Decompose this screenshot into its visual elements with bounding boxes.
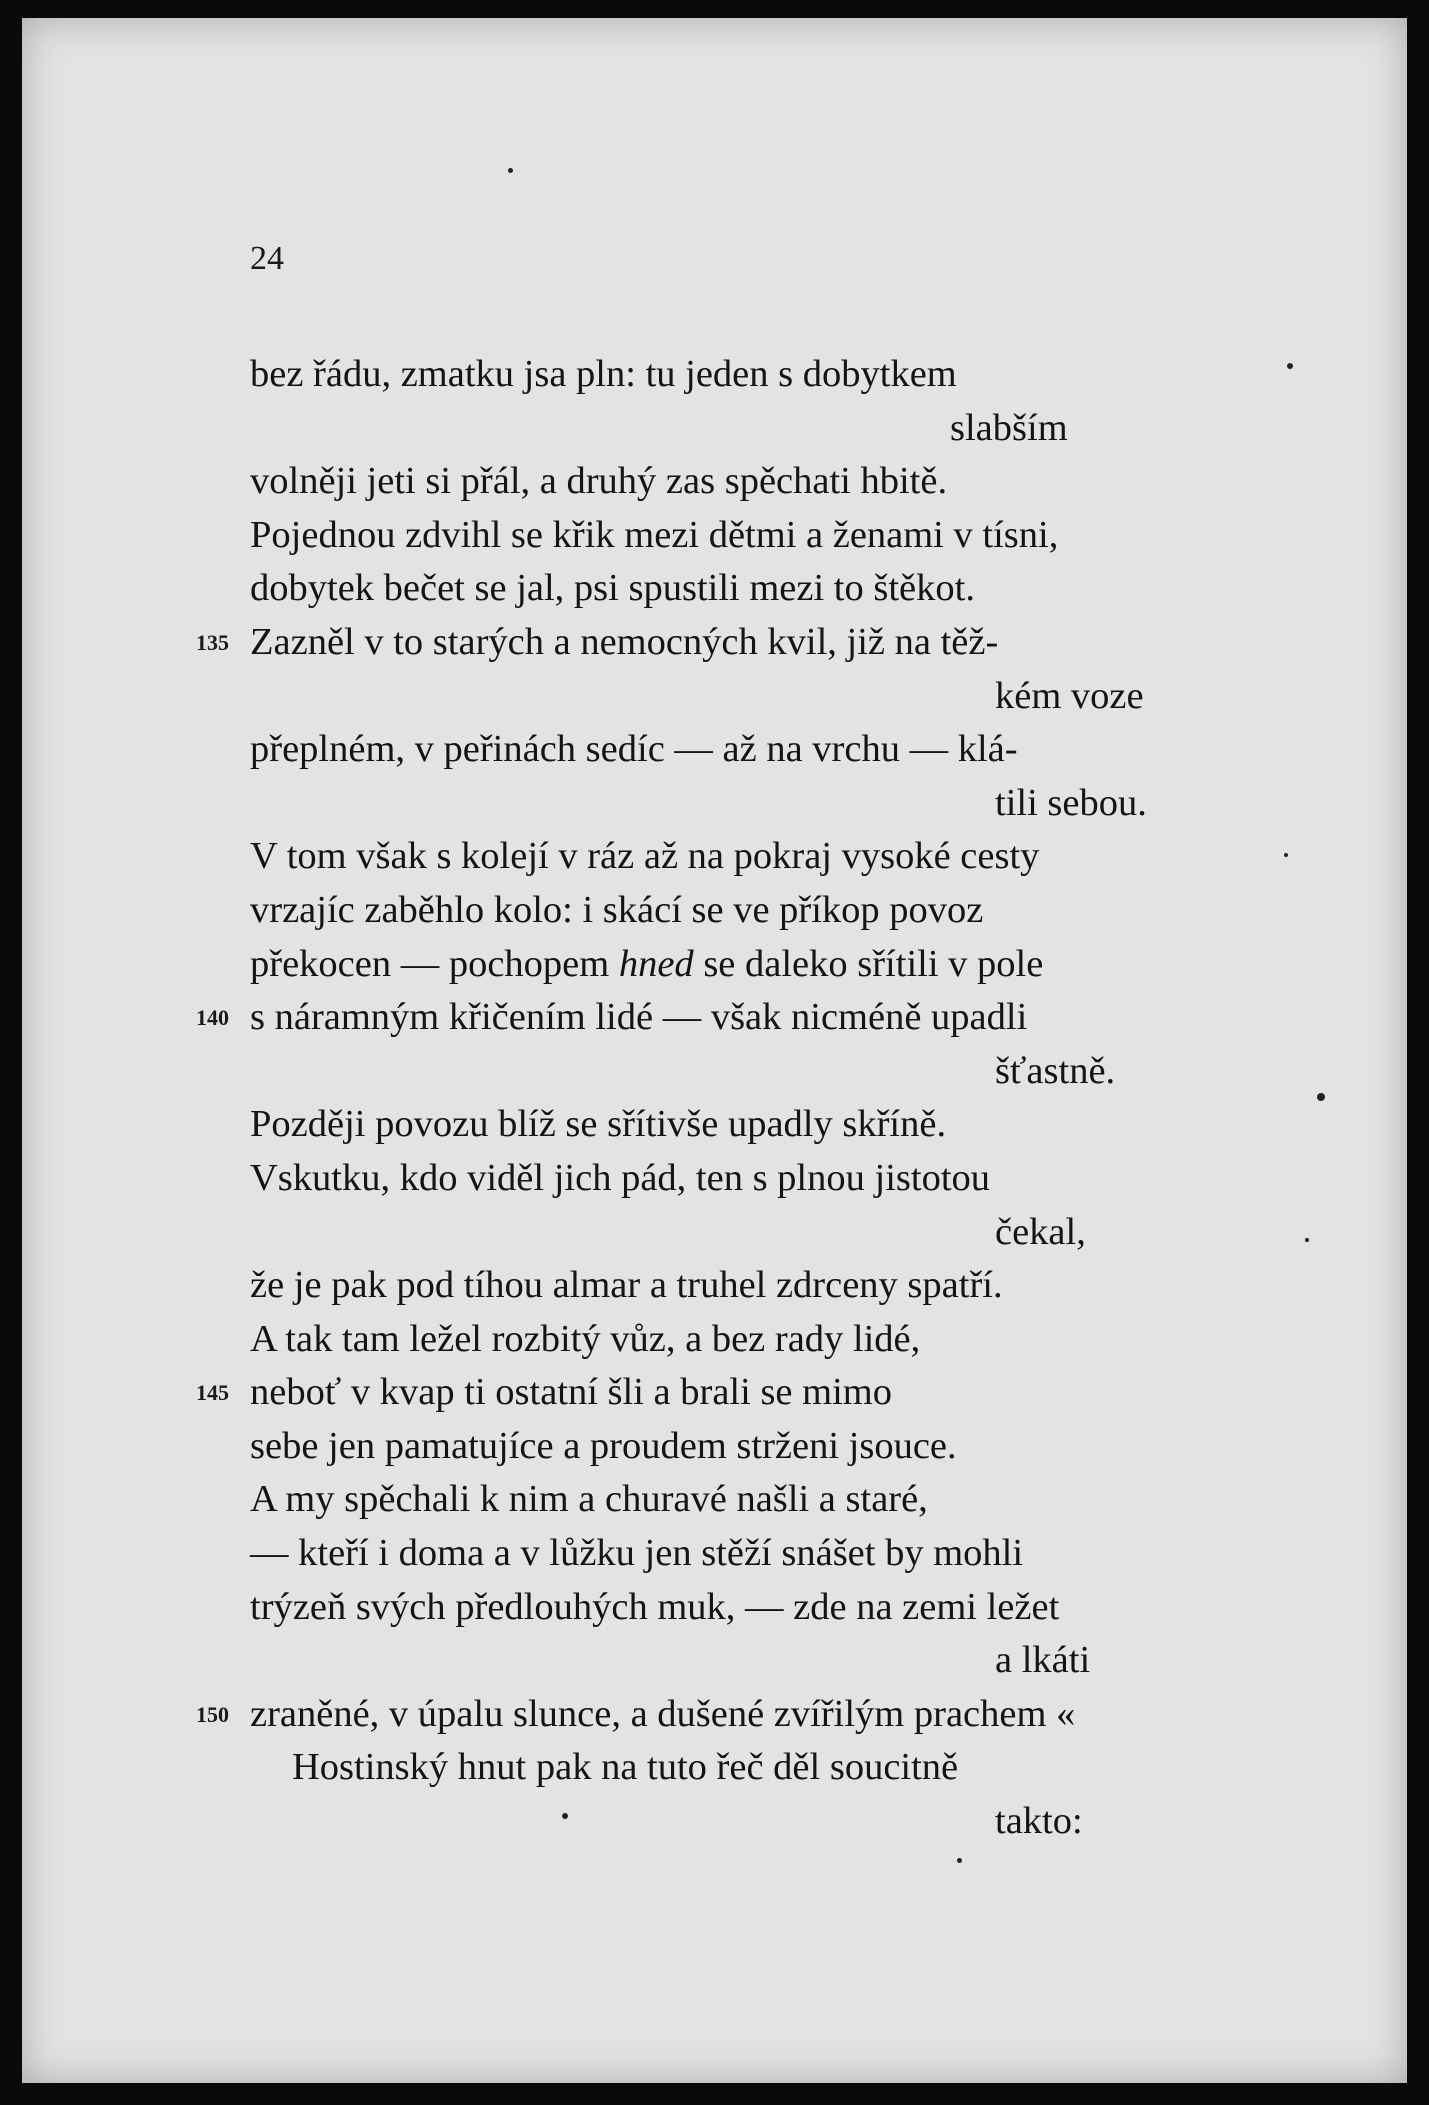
text-line: [250, 1098, 1225, 1152]
line-number: 140: [196, 1005, 229, 1031]
print-speck: [1287, 363, 1293, 369]
print-speck: [1305, 1238, 1309, 1242]
line-text: A my spěchali k nim a churavé našli a staré,: [250, 1478, 928, 1521]
text-line: [250, 1420, 1225, 1474]
text-line: [250, 1045, 1225, 1099]
text-line: [250, 1581, 1225, 1635]
text-line: [250, 402, 1225, 456]
line-number: 150: [196, 1701, 229, 1727]
line-text: Hostinský hnut pak na tuto řeč děl soucitně: [292, 1746, 959, 1789]
line-text: volněji jeti si přál, a druhý zas spěchati hbitě.: [250, 460, 948, 503]
text-line: [250, 1313, 1225, 1367]
print-speck: [1284, 853, 1288, 857]
line-number: 145: [196, 1380, 229, 1406]
text-line: [250, 1259, 1225, 1313]
line-text: kém voze: [995, 674, 1144, 717]
line-text: zraněné, v úpalu slunce, a dušené zvířilým prachem «: [250, 1692, 1076, 1735]
line-number: 135: [196, 629, 229, 655]
text-line: [250, 1206, 1225, 1260]
line-text: neboť v kvap ti ostatní šli a brali se mimo: [250, 1371, 892, 1414]
text-line: [250, 884, 1225, 938]
text-line: [250, 348, 1225, 402]
line-text: vrzajíc zaběhlo kolo: i skácí se ve příkop povoz: [250, 888, 984, 931]
text-line: [250, 777, 1225, 831]
text-line: [196, 1688, 1225, 1742]
print-speck: [508, 168, 513, 173]
line-text: slabším: [950, 406, 1068, 449]
line-text: tili sebou.: [995, 781, 1147, 824]
text-line: [250, 509, 1225, 563]
line-text: s náramným křičením lidé — však nicméně upadli: [250, 996, 1028, 1039]
text-line: [250, 562, 1225, 616]
line-text: sebe jen pamatujíce a proudem strženi jsouce.: [250, 1424, 957, 1467]
line-text: V tom však s kolejí v ráz až na pokraj vysoké cesty: [250, 835, 1040, 878]
line-text: překocen — pochopem hned se daleko sřítili v pole: [250, 942, 1044, 985]
text-line: [250, 1795, 1225, 1849]
line-text: čekal,: [995, 1210, 1086, 1253]
print-speck: [562, 1813, 568, 1819]
line-text: dobytek bečet se jal, psi spustili mezi to štěkot.: [250, 567, 975, 610]
text-line: [250, 455, 1225, 509]
text-line: [250, 1527, 1225, 1581]
page-number: 24: [250, 240, 284, 277]
text-line: [250, 723, 1225, 777]
line-text: že je pak pod tíhou almar a truhel zdrceny spatří.: [250, 1264, 1003, 1307]
text-line: [250, 938, 1225, 992]
line-text: — kteří i doma a v lůžku jen stěží snášet by mohli: [250, 1532, 1024, 1575]
print-speck: [1317, 1093, 1325, 1101]
text-line: [250, 670, 1225, 724]
line-text: Zazněl v to starých a nemocných kvil, již na těž-: [250, 620, 999, 663]
line-text: a lkáti: [995, 1639, 1091, 1682]
text-line: [196, 616, 1225, 670]
line-text: přeplném, v peřinách sedíc — až na vrchu — klá-: [250, 728, 1018, 771]
text-line: [196, 991, 1225, 1045]
line-text: šťastně.: [995, 1049, 1116, 1092]
text-line: [196, 1366, 1225, 1420]
poem-text: [196, 348, 1225, 1849]
page: [22, 18, 1407, 2083]
line-text: takto:: [995, 1800, 1083, 1843]
text-line: [250, 1152, 1225, 1206]
text-line: [250, 1634, 1225, 1688]
text-line: [250, 1741, 1225, 1795]
line-text: A tak tam ležel rozbitý vůz, a bez rady lidé,: [250, 1317, 921, 1360]
line-text: bez řádu, zmatku jsa pln: tu jeden s dobytkem: [250, 353, 957, 395]
text-line: [250, 1473, 1225, 1527]
text-line: [250, 830, 1225, 884]
print-speck: [957, 1858, 962, 1863]
line-text: Pojednou zdvihl se křik mezi dětmi a ženami v tísni,: [250, 513, 1059, 556]
line-text: Vskutku, kdo viděl jich pád, ten s plnou jistotou: [250, 1156, 991, 1199]
line-text: Později povozu blíž se sřítivše upadly skříně.: [250, 1103, 947, 1146]
line-text: trýzeň svých předlouhých muk, — zde na zemi ležet: [250, 1585, 1060, 1628]
